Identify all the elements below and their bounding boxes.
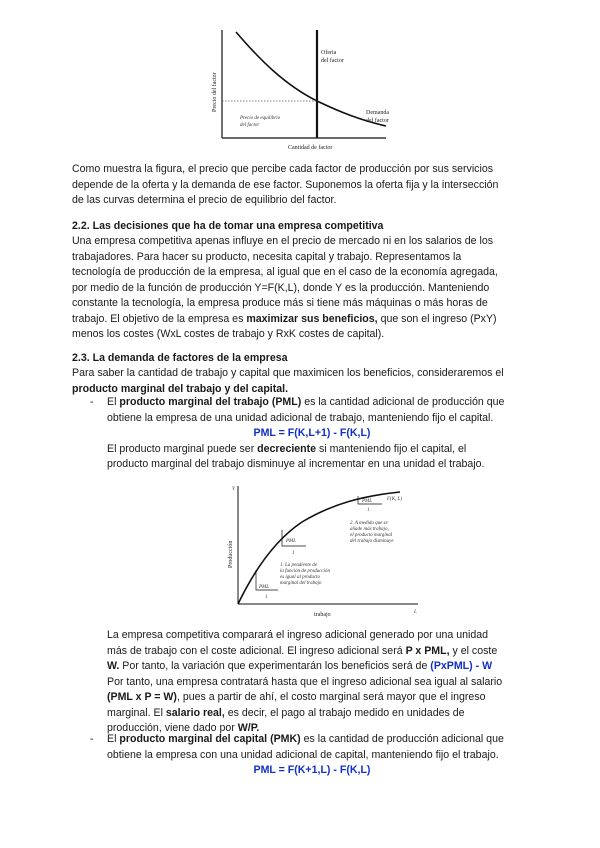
factor-market-figure bbox=[200, 20, 390, 156]
text-line bbox=[107, 732, 557, 748]
demand-label-2: del factor bbox=[366, 118, 389, 124]
text-span: es decir, el pago al trabajo medido en unidades de bbox=[224, 706, 465, 719]
one-label-low: 1 bbox=[265, 595, 268, 600]
bold-span: maximizar sus beneficios, bbox=[246, 312, 378, 325]
text-line bbox=[107, 442, 557, 458]
demand-label-1: Demanda bbox=[366, 110, 389, 116]
eq-label-2: del factor bbox=[240, 123, 260, 128]
fig2-y-letter: Y bbox=[232, 487, 235, 492]
text-span: Por tanto, la variación que experimentarán los beneficios será de bbox=[119, 660, 431, 672]
text-span: si manteniendo fijo el capital, el bbox=[316, 442, 467, 455]
note1-line2: la función de producción bbox=[280, 569, 330, 574]
text-line: La empresa competitiva comparará el ingreso adicional generado por una unidad bbox=[107, 629, 489, 641]
note2-line3: el producto marginal bbox=[350, 533, 393, 538]
text-span: El bbox=[107, 396, 120, 408]
profit-formula: (PxPML) - W bbox=[430, 660, 493, 672]
pml-label-mid: PML bbox=[286, 539, 296, 544]
text-span: que son el ingreso (PxY) bbox=[377, 312, 497, 325]
text-span: es la cantidad de producción adicional que bbox=[300, 733, 504, 745]
text-line: tecnología de producción de la empresa, al igual que en el caso de la economía agregada, bbox=[72, 266, 498, 278]
text-span: marginal. El bbox=[107, 706, 166, 719]
note2-line4: del trabajo disminuye bbox=[350, 539, 394, 544]
text-line: Para saber la cantidad de trabajo y capital que maximicen los beneficios, consideraremos el bbox=[72, 367, 504, 379]
competition-paragraph bbox=[107, 628, 557, 737]
text-line: menos los costes (WxL costes de trabajo y RxK costes de capital). bbox=[72, 328, 385, 340]
text-line: Una empresa competitiva apenas influye en el precio de mercado ni en los salarios de los bbox=[72, 235, 494, 247]
fig1-y-axis-label: Precio del factor bbox=[212, 72, 218, 112]
text-line bbox=[107, 706, 557, 722]
text-line: obtiene la empresa con una unidad adicional de capital, manteniendo fijo el trabajo. bbox=[107, 748, 499, 761]
section-2-2-heading: 2.2. Las decisiones que ha de tomar una empresa competitiva bbox=[72, 220, 384, 232]
supply-label-1: Oferta bbox=[321, 50, 337, 56]
text-line: constante la tecnología, la empresa produce más si tiene más máquinas o más horas de bbox=[72, 297, 488, 309]
fig2-x-axis-label: trabajo bbox=[314, 612, 331, 618]
text-span: es la cantidad adicional de producción que bbox=[301, 396, 505, 408]
text-span: más de trabajo con el coste adicional. El ingreso adicional será bbox=[107, 644, 406, 657]
pmk-paragraph bbox=[107, 732, 557, 779]
curve-label: F(K, L) bbox=[387, 497, 402, 502]
demand-curve bbox=[236, 32, 386, 126]
note2-line2: añade más trabajo, bbox=[350, 527, 389, 532]
fig2-y-axis-label: Producción bbox=[228, 540, 234, 568]
bold-span: producto marginal del trabajo (PML) bbox=[119, 396, 302, 408]
pml-formula: PML = F(K,L+1) - F(K,L) bbox=[253, 427, 371, 439]
one-label-high: 1 bbox=[367, 508, 370, 513]
bold-span: (PML x P = W) bbox=[107, 691, 177, 703]
bullet-dash: - bbox=[90, 396, 94, 408]
text-line bbox=[107, 644, 557, 660]
section-2-3-intro bbox=[72, 366, 552, 397]
text-line: obtiene la empresa de una unidad adicional de trabajo, manteniendo fijo el capital. bbox=[107, 411, 494, 424]
bullet-dash: - bbox=[90, 733, 94, 745]
text-span: y el coste bbox=[449, 644, 498, 657]
text-line: Por tanto, una empresa contratará hasta que el ingreso adicional sea igual al salario bbox=[107, 675, 503, 688]
supply-label-2: del factor bbox=[321, 58, 344, 64]
text-line: por medio de la función de producción Y=F(K,L), donde Y es la producción. Manteniendo bbox=[72, 281, 490, 294]
pml-paragraph bbox=[107, 395, 557, 473]
section-2-3-heading: 2.3. La demanda de factores de la empresa bbox=[72, 352, 288, 364]
note1-line1: 1. La pendiente de bbox=[280, 563, 317, 568]
note2-line1: 2. A medida que se bbox=[350, 521, 388, 526]
intro-paragraph bbox=[72, 162, 542, 209]
pml-label-low: PML bbox=[259, 585, 269, 590]
note1-line3: es igual al producto bbox=[280, 575, 320, 580]
text-span: El producto marginal puede ser bbox=[107, 442, 258, 455]
text-line bbox=[107, 690, 557, 706]
text-line bbox=[107, 659, 557, 675]
production-function-figure bbox=[222, 480, 422, 622]
note1-line4: marginal del trabajo bbox=[280, 581, 322, 586]
text-line bbox=[107, 395, 557, 411]
bold-span: W/P. bbox=[237, 722, 260, 734]
text-line: trabajadores. Para hacer su producto, necesita capital y trabajo. Representamos la bbox=[72, 250, 462, 263]
bold-span: producto marginal del trabajo y del capital. bbox=[72, 382, 289, 395]
bold-span: P x PML, bbox=[405, 644, 450, 657]
section-2-2-body bbox=[72, 234, 542, 343]
text-span: trabajo. El objetivo de la empresa es bbox=[72, 312, 247, 325]
text-line: Como muestra la figura, el precio que percibe cada factor de producción por sus servicios bbox=[72, 163, 494, 175]
fig1-x-axis-label: Cantidad de factor bbox=[288, 145, 333, 151]
text-span: producción, viene dado por bbox=[107, 722, 238, 734]
text-span: , pues a partir de ahí, el costo marginal será mayor que el ingreso bbox=[176, 691, 486, 703]
text-line: producto marginal del trabajo disminuye al incrementar en una unidad el trabajo. bbox=[107, 458, 485, 470]
text-span: El bbox=[107, 733, 120, 745]
bold-span: salario real, bbox=[165, 706, 225, 719]
pmk-formula: PML = F(K+1,L) - F(K,L) bbox=[253, 764, 371, 776]
text-line bbox=[72, 312, 542, 328]
text-line: depende de la oferta y la demanda de ese factor. Suponemos la oferta fija y la intersección bbox=[72, 178, 499, 191]
one-label-mid: 1 bbox=[292, 551, 295, 556]
eq-label-1: Precio de equilibrio bbox=[240, 116, 281, 121]
bold-span: W. bbox=[107, 660, 120, 672]
text-line: de las curvas determina el precio de equilibrio del factor. bbox=[72, 194, 337, 206]
pml-label-high: PML bbox=[362, 499, 372, 504]
bold-span: producto marginal del capital (PMK) bbox=[119, 733, 301, 745]
fig2-x-letter: L bbox=[414, 610, 417, 615]
bold-span: decreciente bbox=[257, 442, 317, 455]
